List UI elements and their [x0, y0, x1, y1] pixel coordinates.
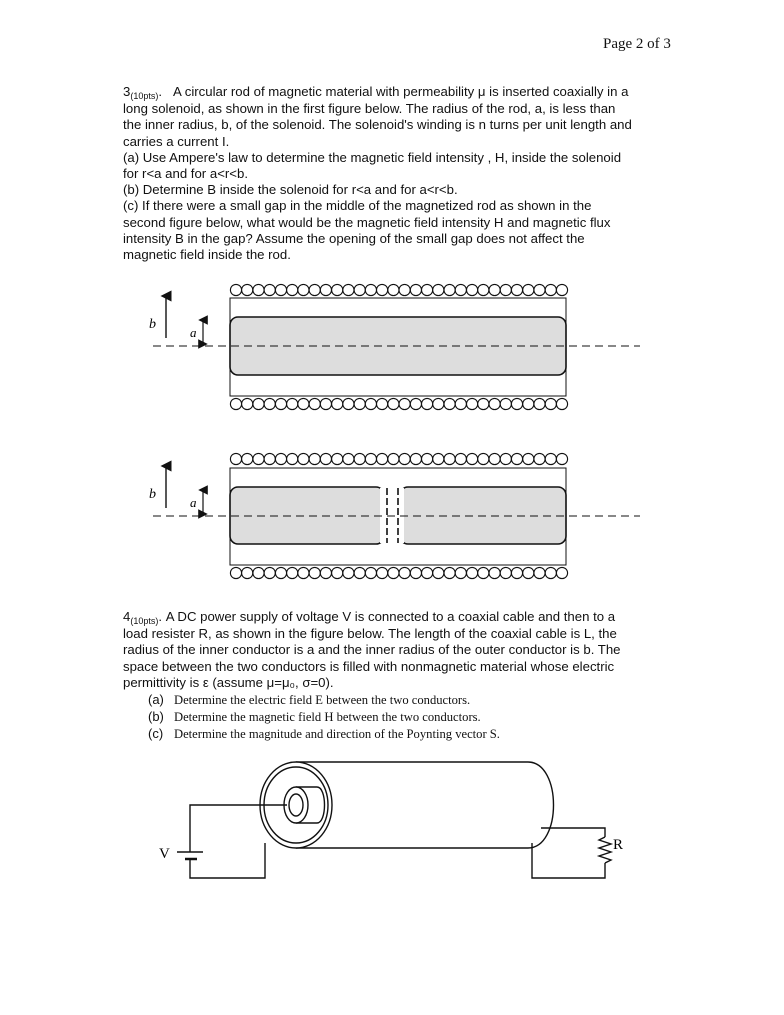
winding-turn: [242, 398, 253, 409]
magnetic-rod-left: [230, 487, 384, 544]
winding-turn: [489, 453, 500, 464]
winding-turn: [511, 284, 522, 295]
winding-turn: [410, 398, 421, 409]
winding-turn: [500, 398, 511, 409]
winding-turn: [298, 398, 309, 409]
problem-4-option-a: (a) Determine the electric field E between the two conductors.: [148, 692, 471, 707]
winding-turn: [467, 398, 478, 409]
winding-turn: [298, 567, 309, 578]
winding-turn: [309, 398, 320, 409]
winding-turn: [534, 284, 545, 295]
winding-turn: [264, 284, 275, 295]
winding-turn: [320, 284, 331, 295]
problem-3-number: 3: [123, 84, 131, 99]
winding-turn: [242, 453, 253, 464]
wire-load-top: [541, 828, 605, 837]
winding-turn: [320, 398, 331, 409]
winding-turn: [320, 453, 331, 464]
coax-body: [296, 762, 554, 848]
winding-turn: [253, 398, 264, 409]
problem-4-line-4: space between the two conductors is filled with nonmagnetic material whose electric: [123, 658, 615, 674]
winding-turn: [410, 284, 421, 295]
problem-3-points: (10pts): [130, 91, 159, 101]
resistor-zigzag: [599, 837, 611, 863]
figure-3-label-r: R: [613, 837, 624, 853]
figure-2-solenoid: [149, 453, 640, 578]
winding-turn: [287, 567, 298, 578]
page-number: Page 2 of 3: [603, 36, 671, 52]
winding-turn: [230, 398, 241, 409]
coil-row-top: [230, 453, 567, 464]
winding-turn: [399, 567, 410, 578]
winding-turn: [253, 453, 264, 464]
winding-turn: [422, 453, 433, 464]
figure-2-label-a: a: [190, 495, 197, 510]
problem-3-line-3: the inner radius, b, of the solenoid. The solenoid's winding is n turns per unit length and: [123, 117, 632, 133]
problem-3-line-5: (a) Use Ampere's law to determine the magnetic field intensity , H, inside the solenoid: [123, 149, 622, 165]
wire-outer: [190, 843, 265, 878]
winding-turn: [556, 453, 567, 464]
winding-turn: [500, 453, 511, 464]
problem-3-line-8: (c) If there were a small gap in the middle of the magnetized rod as shown in the: [123, 198, 592, 214]
figure-2-label-b: b: [149, 487, 156, 502]
figure-3-coax-circuit: [177, 762, 611, 878]
winding-turn: [545, 284, 556, 295]
winding-turn: [253, 284, 264, 295]
problem-4-option-c: (c) Determine the magnitude and direction of the Poynting vector S.: [148, 726, 500, 741]
figure-3-label-v: V: [159, 846, 170, 862]
problem-3-line-10: intensity B in the gap? Assume the opening of the small gap does not affect the: [123, 230, 585, 246]
winding-turn: [287, 453, 298, 464]
winding-turn: [556, 398, 567, 409]
winding-turn: [230, 453, 241, 464]
problem-4-text: [123, 609, 683, 691]
winding-turn: [523, 398, 534, 409]
winding-turn: [320, 567, 331, 578]
winding-turn: [309, 567, 320, 578]
winding-turn: [534, 567, 545, 578]
problem-4-line-3: radius of the inner conductor is a and the inner radius of the outer conductor is b. The: [123, 642, 621, 658]
winding-turn: [478, 567, 489, 578]
problem-4-line-5: permittivity is ε (assume μ=μ₀, σ=0).: [123, 674, 334, 690]
problem-3-line-9: second figure below, what would be the magnetic field intensity H and magnetic flux: [123, 214, 611, 230]
winding-turn: [455, 567, 466, 578]
winding-turn: [399, 398, 410, 409]
winding-turn: [332, 567, 343, 578]
winding-turn: [489, 398, 500, 409]
coil-row-top: [230, 284, 567, 295]
winding-turn: [377, 398, 388, 409]
winding-turn: [354, 453, 365, 464]
winding-turn: [534, 453, 545, 464]
winding-turn: [433, 567, 444, 578]
winding-turn: [343, 284, 354, 295]
winding-turn: [275, 567, 286, 578]
winding-turn: [354, 398, 365, 409]
figure-1-solenoid: [149, 284, 640, 409]
winding-turn: [455, 284, 466, 295]
winding-turn: [399, 453, 410, 464]
winding-turn: [377, 453, 388, 464]
inner-conductor-end: [284, 787, 308, 823]
winding-turn: [444, 398, 455, 409]
winding-turn: [354, 284, 365, 295]
winding-turn: [399, 284, 410, 295]
winding-turn: [545, 453, 556, 464]
winding-turn: [365, 398, 376, 409]
winding-turn: [275, 453, 286, 464]
problem-4-line-1: $4_{(10pts)}$. A DC power supply of voltage V is connected to a coaxial cable and then to a: [123, 609, 616, 626]
winding-turn: [433, 453, 444, 464]
winding-turn: [388, 453, 399, 464]
magnetic-rod: [230, 317, 566, 375]
winding-turn: [377, 567, 388, 578]
winding-turn: [365, 284, 376, 295]
winding-turn: [410, 453, 421, 464]
winding-turn: [343, 453, 354, 464]
winding-turn: [343, 398, 354, 409]
problem-3-line-7: (b) Determine B inside the solenoid for r<a and for a<r<b.: [123, 182, 458, 198]
winding-turn: [377, 284, 388, 295]
winding-turn: [287, 398, 298, 409]
winding-turn: [511, 398, 522, 409]
figure-1-label-a: a: [190, 325, 197, 340]
figure-1-label-b: b: [149, 317, 156, 332]
winding-turn: [422, 567, 433, 578]
winding-turn: [433, 398, 444, 409]
problem-3-line-2: long solenoid, as shown in the first figure below. The radius of the rod, a, is less than: [123, 101, 616, 117]
winding-turn: [500, 284, 511, 295]
coil-row-bottom: [230, 398, 567, 409]
problem-4-points: (10pts): [130, 616, 159, 626]
winding-turn: [242, 567, 253, 578]
winding-turn: [298, 284, 309, 295]
coil-row-bottom: [230, 567, 567, 578]
winding-turn: [242, 284, 253, 295]
winding-turn: [309, 284, 320, 295]
winding-turn: [365, 567, 376, 578]
problem-3-line-1: $3_{(10pts)}$. A circular rod of magnetic material with permeability μ is inserted coaxially in a: [123, 84, 629, 101]
winding-turn: [523, 453, 534, 464]
winding-turn: [388, 284, 399, 295]
winding-turn: [332, 453, 343, 464]
winding-turn: [545, 567, 556, 578]
winding-turn: [388, 398, 399, 409]
problem-4-number: 4: [123, 609, 131, 624]
winding-turn: [275, 398, 286, 409]
winding-turn: [455, 398, 466, 409]
winding-turn: [467, 284, 478, 295]
winding-turn: [556, 284, 567, 295]
winding-turn: [343, 567, 354, 578]
winding-turn: [298, 453, 309, 464]
winding-turn: [511, 567, 522, 578]
winding-turn: [500, 567, 511, 578]
winding-turn: [455, 453, 466, 464]
winding-turn: [410, 567, 421, 578]
problem-4-line-2: load resister R, as shown in the figure below. The length of the coaxial cable is L, the: [123, 626, 617, 642]
winding-turn: [523, 284, 534, 295]
winding-turn: [433, 284, 444, 295]
winding-turn: [264, 453, 275, 464]
winding-turn: [332, 284, 343, 295]
winding-turn: [388, 567, 399, 578]
winding-turn: [523, 567, 534, 578]
winding-turn: [422, 284, 433, 295]
winding-turn: [478, 453, 489, 464]
winding-turn: [354, 567, 365, 578]
winding-turn: [287, 284, 298, 295]
winding-turn: [230, 284, 241, 295]
winding-turn: [556, 567, 567, 578]
problem-4-option-b: (b) Determine the magnetic field H between the two conductors.: [148, 709, 481, 724]
winding-turn: [478, 398, 489, 409]
winding-turn: [467, 453, 478, 464]
winding-turn: [545, 398, 556, 409]
problem-3-line-4: carries a current I.: [123, 133, 230, 149]
winding-turn: [309, 453, 320, 464]
winding-turn: [489, 284, 500, 295]
winding-turn: [478, 284, 489, 295]
winding-turn: [365, 453, 376, 464]
winding-turn: [264, 398, 275, 409]
winding-turn: [230, 567, 241, 578]
winding-turn: [444, 453, 455, 464]
winding-turn: [264, 567, 275, 578]
winding-turn: [332, 398, 343, 409]
problem-3-line-6: for r<a and for a<r<b.: [123, 166, 248, 182]
winding-turn: [444, 567, 455, 578]
winding-turn: [253, 567, 264, 578]
winding-turn: [444, 284, 455, 295]
winding-turn: [422, 398, 433, 409]
wire-load-bottom: [532, 843, 605, 878]
winding-turn: [275, 284, 286, 295]
winding-turn: [511, 453, 522, 464]
winding-turn: [489, 567, 500, 578]
winding-turn: [467, 567, 478, 578]
winding-turn: [534, 398, 545, 409]
problem-3-line-11: magnetic field inside the rod.: [123, 247, 291, 263]
